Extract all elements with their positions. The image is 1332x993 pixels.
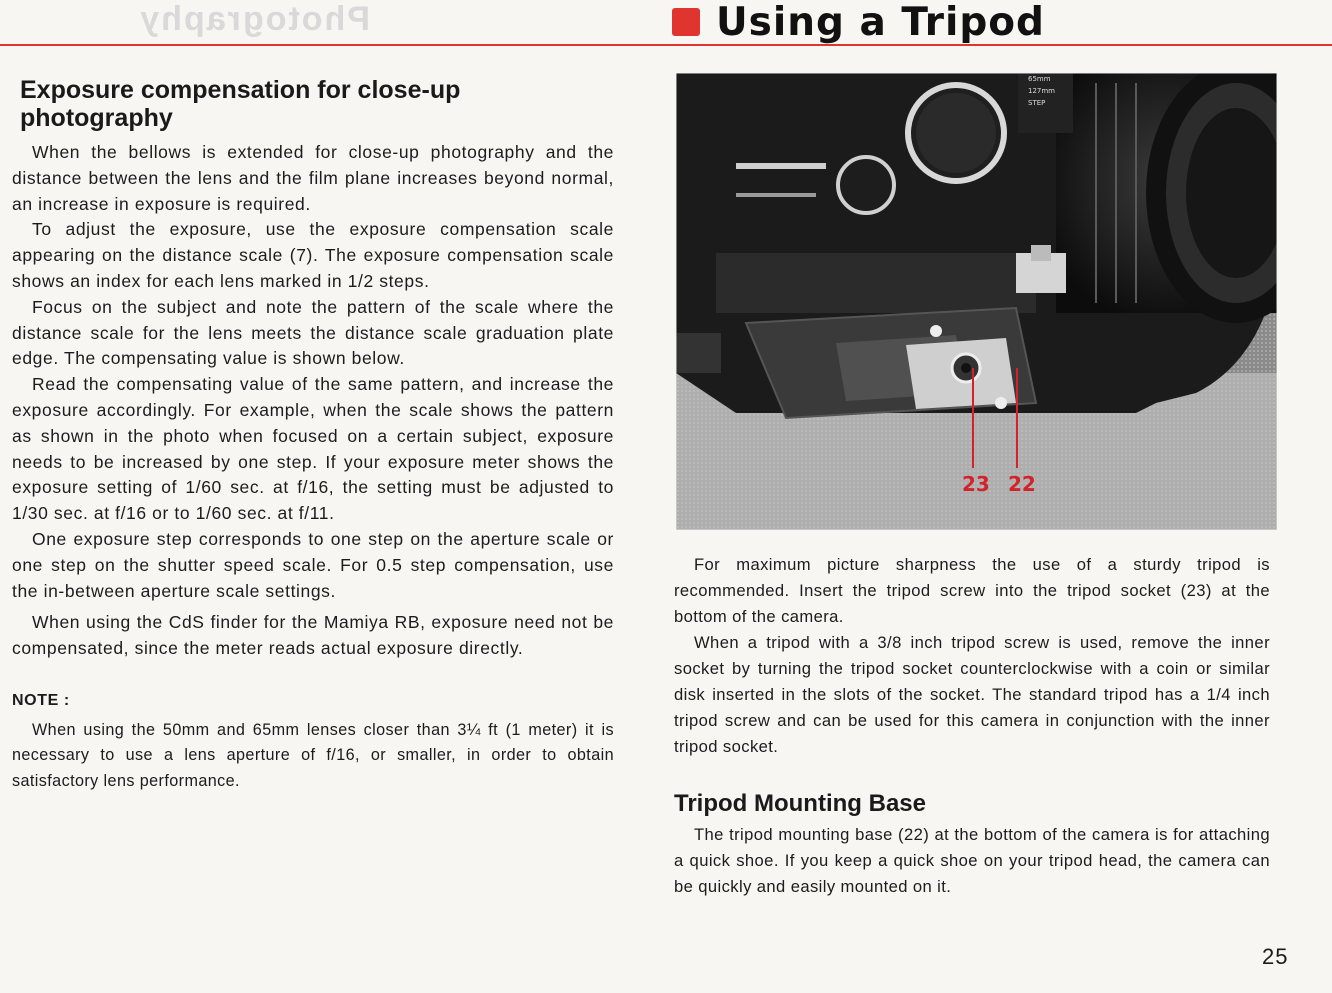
paragraph: To adjust the exposure, use the exposure compensation scale appearing on the distance scale (7). The exposure compensation scale shows an index for each lens marked in 1/2 steps.: [12, 219, 614, 291]
camera-illustration: [676, 73, 1277, 530]
section-heading-exposure: Exposure compensation for close-up photography: [20, 76, 461, 132]
paragraph: Focus on the subject and note the pattern of the scale where the distance scale for the lens meets the distance scale graduation plate edge. The compensating value is shown below.: [12, 296, 614, 369]
paragraph: The tripod mounting base (22) at the bottom of the camera is for attaching a quick shoe. If you keep a quick shoe on your tripod head, the camera can be quickly and easily mounted on it.: [674, 825, 1270, 896]
page-title-text: Using a Tripod: [716, 0, 1045, 45]
page-number: 25: [1262, 944, 1289, 969]
callout-23: 23: [962, 472, 990, 496]
header-rule: [0, 44, 1332, 46]
page-title: [672, 0, 1045, 44]
paragraph: When the bellows is extended for close-up photography and the distance between the lens and the film plane increases beyond normal, an increase in exposure is required.: [12, 142, 614, 214]
red-square-icon: [672, 8, 700, 36]
paragraph: One exposure step corresponds to one step on the aperture scale or one step on the shutter speed scale. For 0.5 step compensation, use the in-between aperture scale settings.: [12, 528, 614, 601]
note-text: When using the 50mm and 65mm lenses closer than 3¼ ft (1 meter) it is necessary to use a lens aperture of f/16, or smaller, in order to obtain satisfactory lens performance.: [12, 720, 614, 790]
scale-value: 127mm: [1028, 87, 1055, 95]
scale-value: STEP: [1028, 99, 1046, 107]
mirrored-ghost-heading: Photography: [138, 0, 370, 38]
scale-value: 65mm: [1028, 75, 1051, 83]
paragraph: For maximum picture sharpness the use of a sturdy tripod is recommended. Insert the tripod screw into the tripod socket (23) at the bottom of the camera.: [674, 555, 1270, 626]
note-title: NOTE :: [12, 691, 70, 709]
paragraph: Read the compensating value of the same pattern, and increase the exposure accordingly. For example, when the scale shows the pattern as shown in the photo when focused on a certain subject, exposure needs to be increased by one step. If your exposure meter shows the exposure setting of 1/60 sec. at f/16, the setting must be adjusted to 1/30 sec. at f/16 or to 1/60 sec. at f/11.: [12, 374, 614, 524]
callout-22: 22: [1008, 472, 1036, 496]
camera-bottom-photo: [676, 73, 1277, 530]
section-heading-mounting-base: Tripod Mounting Base: [674, 790, 926, 817]
left-column: [12, 76, 614, 794]
paragraph: When a tripod with a 3/8 inch tripod screw is used, remove the inner socket by turning the tripod socket counterclockwise with a coin or similar disk inserted in the slots of the socket. The standard tripod has a 1/4 inch tripod screw and can be used for this camera in conjunction with the inner tripod socket.: [674, 633, 1270, 756]
right-column: [674, 552, 1270, 900]
paragraph: When using the CdS finder for the Mamiya RB, exposure need not be compensated, since the meter reads actual exposure directly.: [12, 612, 614, 659]
